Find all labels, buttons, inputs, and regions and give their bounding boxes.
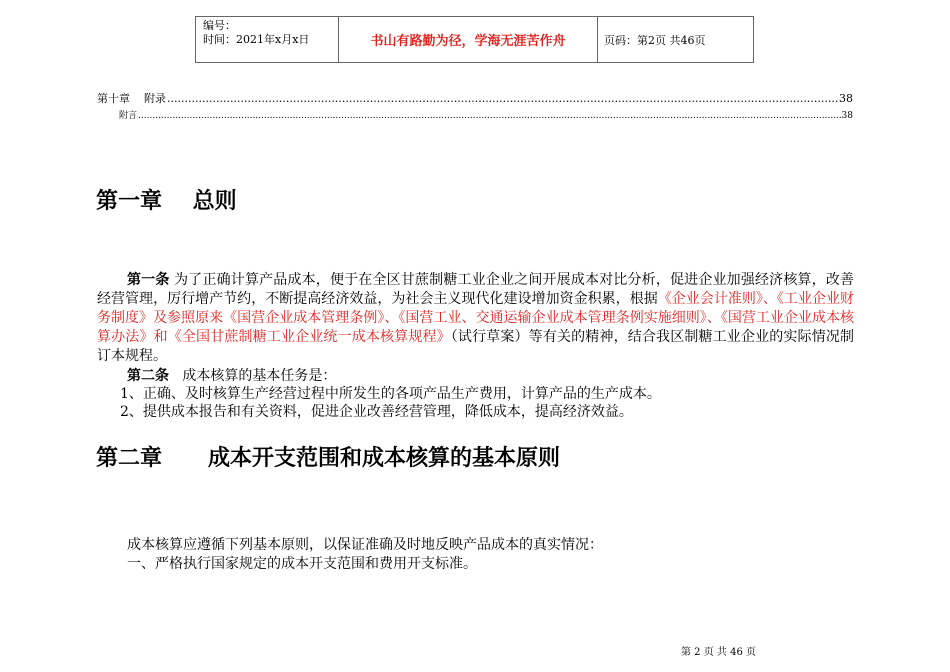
header-meta-cell bbox=[196, 17, 339, 62]
article-2-line bbox=[127, 365, 336, 385]
header-number-label: 编号： bbox=[203, 19, 236, 32]
toc-leader-dots bbox=[138, 111, 841, 121]
toc-entry-label: 第十章 附录 bbox=[97, 92, 166, 105]
article-1-term: 第一条 bbox=[127, 272, 170, 288]
article-2-item-2: 2、提供成本报告和有关资料，促进企业改善经营管理，降低成本，提高经济效益。 bbox=[120, 404, 633, 420]
header-page-info: 页码：第2页 共46页 bbox=[604, 33, 706, 47]
toc-entry-page: 38 bbox=[841, 111, 853, 121]
article-1-text-a: 为了正确计算产品成本，便于在全区甘蔗制糖工业企业之间开展成本对比分析，促进企业加强经济核算，改善经营管理，厉行增产节约，不断提高经济效益，为社会主义现代化建设增加资金积累，根据 bbox=[97, 272, 855, 307]
toc-entry-postscript[interactable] bbox=[119, 108, 853, 121]
chapter-1-heading: 第一章 总则 bbox=[96, 188, 237, 214]
toc-leader-dots bbox=[167, 92, 838, 105]
header-time-label: 时间：2021年x月x日 bbox=[203, 33, 310, 46]
header-motto: 书山有路勤为径，学海无涯苦作舟 bbox=[339, 17, 598, 62]
chapter-2-heading: 第二章 成本开支范围和成本核算的基本原则 bbox=[96, 445, 560, 471]
article-1-cited-regulations: 《企业会计准则》、《工业企业财务制度》及参照原来《国营企业成本管理条例》、《国营工业、交通运输企业成本管理条例实施细则》、《国营工业企业成本核算办法》和《全国甘蔗制糖工业企业统一成本核算规程》 bbox=[97, 291, 855, 345]
page-header-table bbox=[195, 16, 754, 63]
article-1-paragraph bbox=[97, 271, 854, 366]
principles-intro: 成本核算应遵循下列基本原则，以保证准确及时地反映产品成本的真实情况： bbox=[127, 537, 603, 553]
article-2-item-1: 1、正确、及时核算生产经营过程中所发生的各项产品生产费用，计算产品的生产成本。 bbox=[120, 386, 661, 402]
toc-entry-label: 附言 bbox=[119, 111, 138, 121]
article-2-term: 第二条 bbox=[127, 368, 169, 384]
article-2-text: 成本核算的基本任务是： bbox=[169, 368, 337, 384]
page-footer: 第 2 页 共 46 页 bbox=[681, 647, 756, 658]
article-1-text-b: （试行草案）等有关的精神，结合我区制糖工业企业的实际情况制订本规程。 bbox=[97, 329, 855, 364]
toc-entry-page: 38 bbox=[839, 92, 853, 105]
principles-item-1: 一、严格执行国家规定的成本开支范围和费用开支标准。 bbox=[127, 556, 477, 572]
toc-entry-appendix[interactable] bbox=[97, 90, 853, 106]
